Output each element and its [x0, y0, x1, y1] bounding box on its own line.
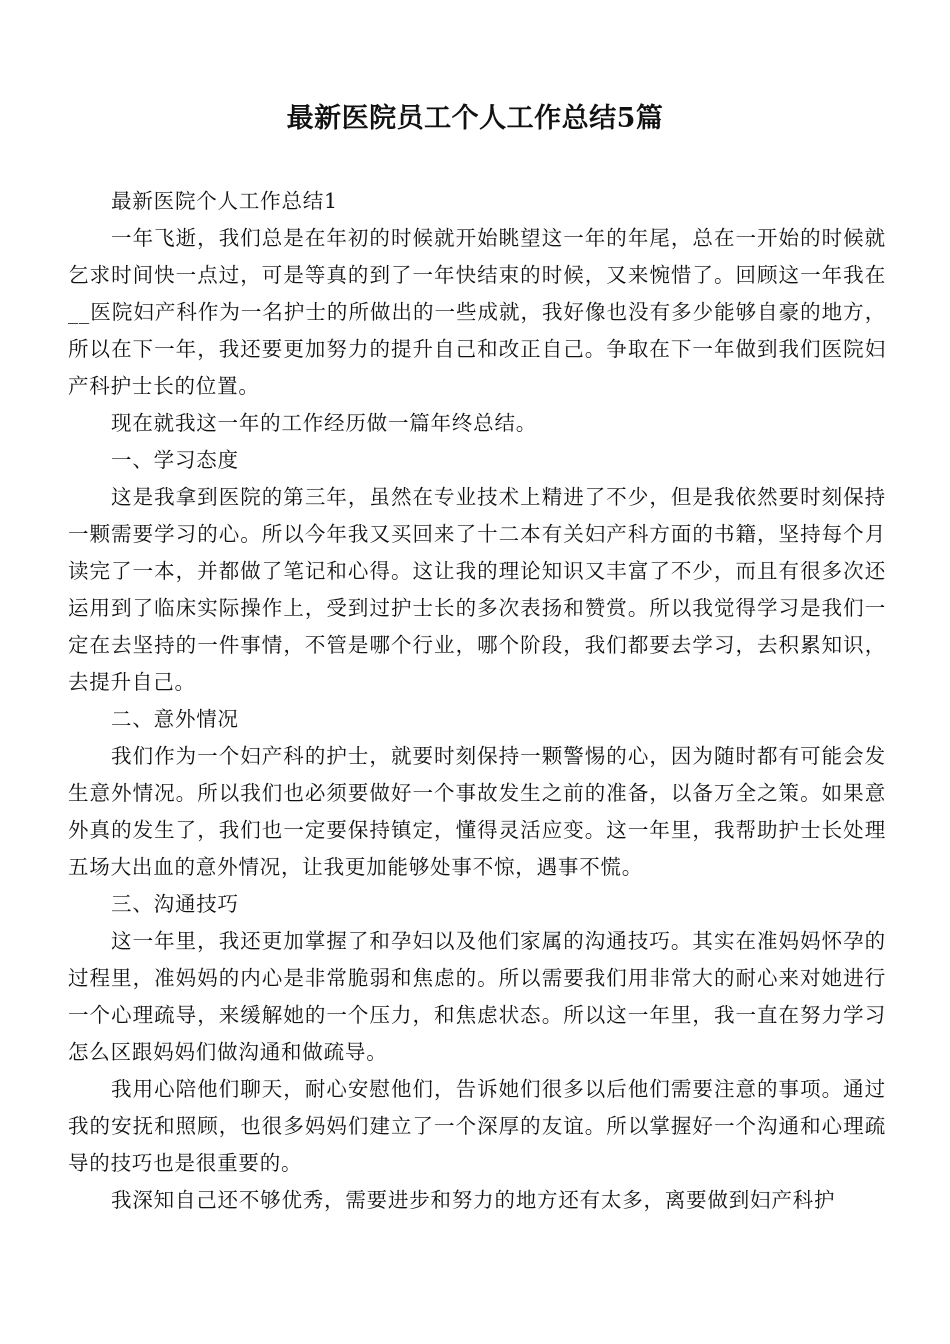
section-heading: 三、沟通技巧: [111, 892, 239, 916]
section-heading: 二、意外情况: [111, 707, 239, 731]
document-body: [68, 183, 886, 1219]
section-heading: 一、学习态度: [111, 448, 239, 472]
body-paragraph: 我用心陪他们聊天，耐心安慰他们，告诉她们很多以后他们需要注意的事项。通过我的安抚和照顾，也很多妈妈们建立了一个深厚的友谊。所以掌握好一个沟通和心理疏导的技巧也是很重要的。: [68, 1077, 886, 1175]
body-paragraph: 这一年里，我还更加掌握了和孕妇以及他们家属的沟通技巧。其实在准妈妈怀孕的过程里，准妈妈的内心是非常脆弱和焦虑的。所以需要我们用非常大的耐心来对她进行一个心理疏导，来缓解她的一个压力，和焦虑状态。所以这一年里，我一直在努力学习怎么区跟妈妈们做沟通和做疏导。: [68, 929, 886, 1064]
section-heading: 最新医院个人工作总结1: [111, 189, 338, 213]
body-paragraph: 这是我拿到医院的第三年，虽然在专业技术上精进了不少，但是我依然要时刻保持一颗需要学习的心。所以今年我又买回来了十二本有关妇产科方面的书籍，坚持每个月读完了一本，并都做了笔记和心得。这让我的理论知识又丰富了不少，而且有很多次还运用到了临床实际操作上，受到过护士长的多次表扬和赞赏。所以我觉得学习是我们一定在去坚持的一件事情，不管是哪个行业，哪个阶段，我们都要去学习，去积累知识，去提升自己。: [68, 485, 886, 694]
body-paragraph: 我们作为一个妇产科的护士，就要时刻保持一颗警惕的心，因为随时都有可能会发生意外情况。所以我们也必须要做好一个事故发生之前的准备，以备万全之策。如果意外真的发生了，我们也一定要保持镇定，懂得灵活应变。这一年里，我帮助护士长处理五场大出血的意外情况，让我更加能够处事不惊，遇事不慌。: [68, 744, 886, 879]
body-paragraph: 一年飞逝，我们总是在年初的时候就开始眺望这一年的年尾，总在一开始的时候就乞求时间快一点过，可是等真的到了一年快结束的时候，又来惋惜了。回顾这一年我在__医院妇产科作为一名护士的所做出的一些成就，我好像也没有多少能够自豪的地方，所以在下一年，我还要更加努力的提升自己和改正自己。争取在下一年做到我们医院妇产科护士长的位置。: [68, 226, 886, 398]
body-paragraph: 我深知自己还不够优秀，需要进步和努力的地方还有太多，离要做到妇产科护: [111, 1188, 836, 1212]
body-paragraph: 现在就我这一年的工作经历做一篇年终总结。: [111, 411, 538, 435]
document-title: 最新医院员工个人工作总结5篇: [286, 103, 664, 134]
